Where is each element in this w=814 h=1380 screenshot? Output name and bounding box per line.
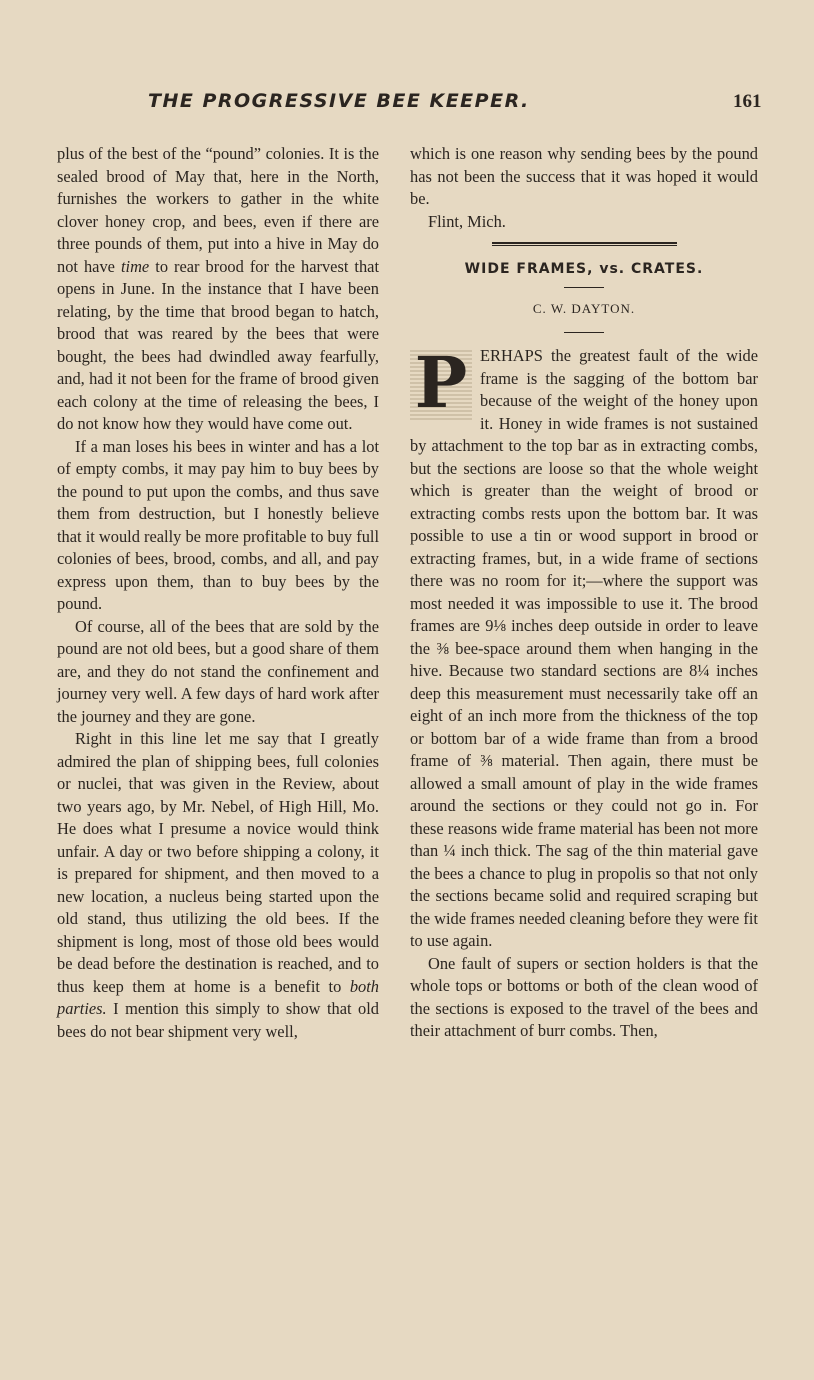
paragraph (57, 728, 379, 1043)
paragraph: If a man loses his bees in winter and has a lot of empty combs, it may pay him to buy bees by the pound to put upon the combs, and thus save them from destruction, but I honestly believe that it would really be more profitable to buy full colonies of bees, brood, combs, and all, and pay express upon them, than to buy bees by the pound. (57, 436, 379, 613)
paragraph (57, 143, 379, 436)
paragraph-text: Right in this line let me say that I greatly admired the plan of shipping bees, full colonies or nuclei, that was given in the Review, about two years ago, by Mr. Nebel, of High Hill, Mo. He does what I presume a novice would think unfair. A day or two before shipping a colony, it is prepared for shipment, and then moved to a new location, a nucleus being started upon the old stand, thus utilizing the old bees. If the shipment is long, most of those old bees would be dead before the destination is reached, and to thus keep them at home is a benefit to (57, 729, 379, 996)
paragraph-text: I mention this simply to show that old bees do not bear shipment very well, (57, 999, 379, 1041)
paragraph-text: ERHAPS the greatest fault of the wide frame is the sagging of the bottom bar because of the weight of the honey upon it. Honey in wide frames is not sustained by attachment to the top bar as in extracting combs, but the sections are loose so that the whole weight which is greater than the weight of brood or extracting combs rests upon the bottom bar. It was possible to use a tin or wood support in brood or extracting frames, but, in a wide frame of sections there was no room for it;—where the support was most needed it was impossible to use it. The brood frames are 9⅛ inches deep outside in order to leave the ⅜ bee-space around them when hanging in the hive. Because two standard sections are 8¼ inches deep this measurement must necessarily take off an eight of an inch more from the thickness of the top or bottom bar of a wide frame than from a brood frame of ⅜ material. Then again, there must be allowed a small amount of play in the wide frames around the sections or they could not go in. For these reasons wide frame material has been not more than ¼ inch thick. The sag of the thin material gave the bees a chance to plug in propolis so that not only the sections became solid and required scraping but the wide frames needed cleaning before they were fit to use again. (410, 346, 758, 950)
author-byline: C. W. DAYTON. (532, 300, 636, 316)
running-header (0, 90, 814, 120)
divider-rule (564, 332, 604, 333)
paragraph-text: plus of the best of the “pound” colonies. It is the sealed brood of May that, here in the North, furnishes the workers to gather in the white clover honey crop, and bees, even if there are three pounds of them, put into a hive in May do not have (57, 144, 379, 276)
journal-title: THE PROGRESSIVE BEE KEEPER. (148, 90, 530, 112)
left-column (57, 143, 379, 1043)
divider-rule (492, 242, 677, 246)
right-column (410, 143, 758, 1043)
place-signature: Flint, Mich. (428, 211, 506, 231)
divider-rule (564, 287, 604, 288)
emphasis: time (120, 256, 150, 276)
paragraph (410, 341, 758, 953)
paragraph: which is one reason why sending bees by the pound has not been the success that it was hoped it would be. (410, 144, 758, 208)
paragraph: One fault of supers or section holders is that the whole tops or bottoms or both of the clean wood of the sections is exposed to the travel of the bees and their attachment of burr combs. Then, (410, 953, 758, 1040)
drop-cap: P (410, 348, 472, 420)
page-number: 161 (733, 91, 762, 112)
article-title: WIDE FRAMES, vs. CRATES. (464, 261, 704, 277)
paragraph-text: to rear brood for the harvest that opens in June. In the instance that I have been relating, by the time that brood began to hatch, brood that was reared by the bees that were bought, the bees had dwindled away fearfully, and, had it not been for the frame of brood given each colony at the time of releasing the bees, I do not know how they would have come out. (57, 256, 379, 433)
emphasis: both parties. (57, 976, 379, 1018)
paragraph: Of course, all of the bees that are sold by the pound are not old bees, but a good share of them are, and they do not stand the confinement and journey very well. A few days of hard work after the journey and they are gone. (57, 616, 379, 726)
